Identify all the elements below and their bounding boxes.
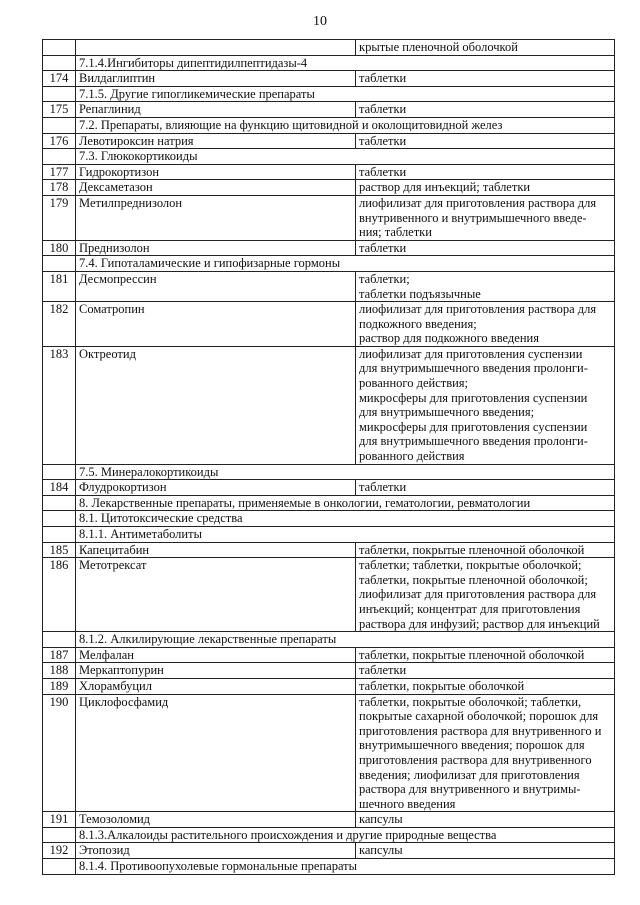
dosage-form-line: таблетки, покрытые пленочной оболочкой (359, 647, 585, 662)
dosage-form-line: таблетки, покрытые оболочкой; таблетки, (359, 694, 582, 709)
table-row (43, 843, 615, 859)
section-heading: 7.5. Минералокортикоиды (76, 464, 615, 480)
drug-name: Вилдаглиптин (76, 71, 356, 87)
section-row (43, 464, 615, 480)
dosage-form-line: для внутримышечного введения пролонги- (359, 434, 588, 449)
dosage-form-line: для внутримышечного введения пролонги- (359, 361, 588, 376)
drug-name: Циклофосфамид (76, 694, 356, 812)
dosage-form-line: раствора для внутривенного и внутримы- (359, 782, 581, 797)
table-row (43, 302, 615, 347)
dosage-forms (356, 271, 615, 301)
dosage-forms (356, 647, 615, 663)
section-heading: 7.1.5. Другие гипогликемические препараты (76, 86, 615, 102)
dosage-form-line: раствора для инфузий; раствор для инъекций (359, 616, 600, 631)
drug-name: Десмопрессин (76, 271, 356, 301)
table-row (43, 647, 615, 663)
dosage-form-line: лиофилизат для приготовления раствора для (359, 302, 597, 317)
dosage-form-line: крытые пленочной оболочкой (359, 40, 518, 54)
section-row (43, 86, 615, 102)
dosage-form-line: раствор для подкожного введения (359, 331, 539, 346)
drug-name: Дексаметазон (76, 180, 356, 196)
table-row (43, 180, 615, 196)
drug-name: Капецитабин (76, 542, 356, 558)
section-heading: 8.1.3.Алкалоиды растительного происхождения и другие природные вещества (76, 827, 615, 843)
table-row (43, 694, 615, 812)
dosage-form-line: таблетки (359, 133, 407, 148)
table-row (43, 480, 615, 496)
dosage-form-line: лиофилизат для приготовления суспензии (359, 346, 583, 361)
row-number: 178 (43, 180, 76, 196)
dosage-form-line: рованного действия (359, 449, 465, 464)
section-row (43, 117, 615, 133)
row-number-cell (43, 495, 76, 511)
dosage-forms (356, 663, 615, 679)
drug-name: Темозоломид (76, 812, 356, 828)
section-row (43, 511, 615, 527)
section-row (43, 859, 615, 875)
row-number-cell (43, 859, 76, 875)
dosage-form-line: ния; таблетки (359, 225, 432, 240)
dosage-form-line: таблетки (359, 164, 407, 179)
table-row (43, 271, 615, 301)
drug-name: Мелфалан (76, 647, 356, 663)
drug-name: Репаглинид (76, 102, 356, 118)
section-row (43, 632, 615, 648)
section-heading: 7.1.4.Ингибиторы дипептидилпептидазы-4 (76, 55, 615, 71)
dosage-forms (356, 180, 615, 196)
row-number: 185 (43, 542, 76, 558)
drug-name: Гидрокортизон (76, 164, 356, 180)
row-number-cell (43, 55, 76, 71)
drug-name: Этопозид (76, 843, 356, 859)
row-number-cell (43, 527, 76, 543)
table-row (43, 558, 615, 632)
section-heading: 7.3. Глюкокортикоиды (76, 149, 615, 165)
dosage-forms (356, 678, 615, 694)
row-number: 177 (43, 164, 76, 180)
dosage-form-line: таблетки (359, 102, 407, 117)
section-row (43, 149, 615, 165)
section-heading: 7.4. Гипоталамические и гипофизарные гормоны (76, 256, 615, 272)
row-number: 183 (43, 346, 76, 464)
dosage-form-line: рованного действия; (359, 376, 469, 391)
row-number: 176 (43, 133, 76, 149)
dosage-form-line: таблетки, покрытые пленочной оболочкой (359, 542, 585, 557)
dosage-forms (356, 542, 615, 558)
page-number: 10 (313, 14, 327, 29)
dosage-form-line: приготовления раствора для внутривенного (359, 752, 592, 767)
row-number-cell (43, 632, 76, 648)
dosage-forms (356, 102, 615, 118)
row-number: 187 (43, 647, 76, 663)
dosage-form-line: капсулы (359, 812, 403, 827)
row-number: 180 (43, 240, 76, 256)
table-row (43, 133, 615, 149)
dosage-form-line: таблетки; (359, 271, 410, 286)
dosage-form-line: микросферы для приготовления суспензии (359, 390, 588, 405)
row-number-cell (43, 511, 76, 527)
dosage-form-line: таблетки (359, 71, 407, 86)
dosage-forms (356, 694, 615, 812)
table-row (43, 102, 615, 118)
drug-name (76, 40, 356, 56)
dosage-form-line: внутримышечного введения; порошок для (359, 738, 585, 753)
dosage-forms (356, 40, 615, 56)
drug-name: Хлорамбуцил (76, 678, 356, 694)
drug-list-body (43, 40, 615, 875)
row-number: 189 (43, 678, 76, 694)
row-number: 190 (43, 694, 76, 812)
dosage-form-line: приготовления раствора для внутривенного и (359, 723, 602, 738)
table-row (43, 542, 615, 558)
dosage-form-line: микросферы для приготовления суспензии (359, 419, 588, 434)
dosage-form-line: капсулы (359, 843, 403, 858)
row-number: 191 (43, 812, 76, 828)
dosage-forms (356, 812, 615, 828)
row-number: 179 (43, 195, 76, 240)
section-heading: 8.1. Цитотоксические средства (76, 511, 615, 527)
dosage-form-line: таблетки; таблетки, покрытые оболочкой; (359, 558, 582, 573)
dosage-forms (356, 133, 615, 149)
row-number: 182 (43, 302, 76, 347)
dosage-forms (356, 302, 615, 347)
section-heading: 7.2. Препараты, влияющие на функцию щитовидной и околощитовидной желез (76, 117, 615, 133)
drug-name: Меркаптопурин (76, 663, 356, 679)
dosage-forms (356, 240, 615, 256)
table-row (43, 678, 615, 694)
dosage-forms (356, 195, 615, 240)
section-row (43, 527, 615, 543)
dosage-forms (356, 480, 615, 496)
dosage-form-line: подкожного введения; (359, 316, 477, 331)
table-row (43, 164, 615, 180)
row-number-cell (43, 256, 76, 272)
section-heading: 8.1.4. Противоопухолевые гормональные препараты (76, 859, 615, 875)
dosage-form-line: лиофилизат для приготовления раствора для (359, 587, 597, 602)
dosage-forms (356, 346, 615, 464)
dosage-form-line: таблетки, покрытые пленочной оболочкой; (359, 572, 588, 587)
dosage-forms (356, 558, 615, 632)
drug-list-table (42, 39, 615, 875)
dosage-form-line: инъекций; концентрат для приготовления (359, 601, 581, 616)
row-number-cell (43, 117, 76, 133)
section-row (43, 55, 615, 71)
drug-name: Преднизолон (76, 240, 356, 256)
row-number: 186 (43, 558, 76, 632)
dosage-form-line: покрытые сахарной оболочкой; порошок для (359, 709, 599, 724)
dosage-form-line: таблетки, покрытые оболочкой (359, 678, 525, 693)
row-number-cell (43, 149, 76, 165)
dosage-form-line: внутривенного и внутримышечного введе- (359, 210, 587, 225)
dosage-form-line: таблетки (359, 663, 407, 678)
section-row (43, 827, 615, 843)
row-number (43, 40, 76, 56)
table-row (43, 195, 615, 240)
table-row (43, 40, 615, 56)
row-number: 184 (43, 480, 76, 496)
dosage-form-line: таблетки (359, 480, 407, 495)
dosage-form-line: шечного введения (359, 796, 456, 811)
dosage-form-line: лиофилизат для приготовления раствора для (359, 195, 597, 210)
section-row (43, 256, 615, 272)
dosage-form-line: для внутримышечного введения; (359, 405, 535, 420)
drug-name: Октреотид (76, 346, 356, 464)
table-row (43, 71, 615, 87)
drug-name: Соматропин (76, 302, 356, 347)
table-row (43, 346, 615, 464)
row-number: 192 (43, 843, 76, 859)
row-number-cell (43, 464, 76, 480)
row-number: 188 (43, 663, 76, 679)
dosage-forms (356, 71, 615, 87)
dosage-form-line: раствор для инъекций; таблетки (359, 180, 531, 195)
section-heading: 8.1.2. Алкилирующие лекарственные препараты (76, 632, 615, 648)
drug-name: Флудрокортизон (76, 480, 356, 496)
section-heading: 8.1.1. Антиметаболиты (76, 527, 615, 543)
row-number: 175 (43, 102, 76, 118)
section-heading: 8. Лекарственные препараты, применяемые в онкологии, гематологии, ревматологии (76, 495, 615, 511)
section-row (43, 495, 615, 511)
row-number: 174 (43, 71, 76, 87)
table-row (43, 663, 615, 679)
dosage-forms (356, 843, 615, 859)
dosage-form-line: введения; лиофилизат для приготовления (359, 767, 580, 782)
dosage-form-line: таблетки подъязычные (359, 286, 481, 301)
drug-name: Левотироксин натрия (76, 133, 356, 149)
drug-name: Метотрексат (76, 558, 356, 632)
row-number: 181 (43, 271, 76, 301)
row-number-cell (43, 86, 76, 102)
dosage-forms (356, 164, 615, 180)
dosage-form-line: таблетки (359, 240, 407, 255)
drug-name: Метилпреднизолон (76, 195, 356, 240)
table-row (43, 240, 615, 256)
table-row (43, 812, 615, 828)
row-number-cell (43, 827, 76, 843)
